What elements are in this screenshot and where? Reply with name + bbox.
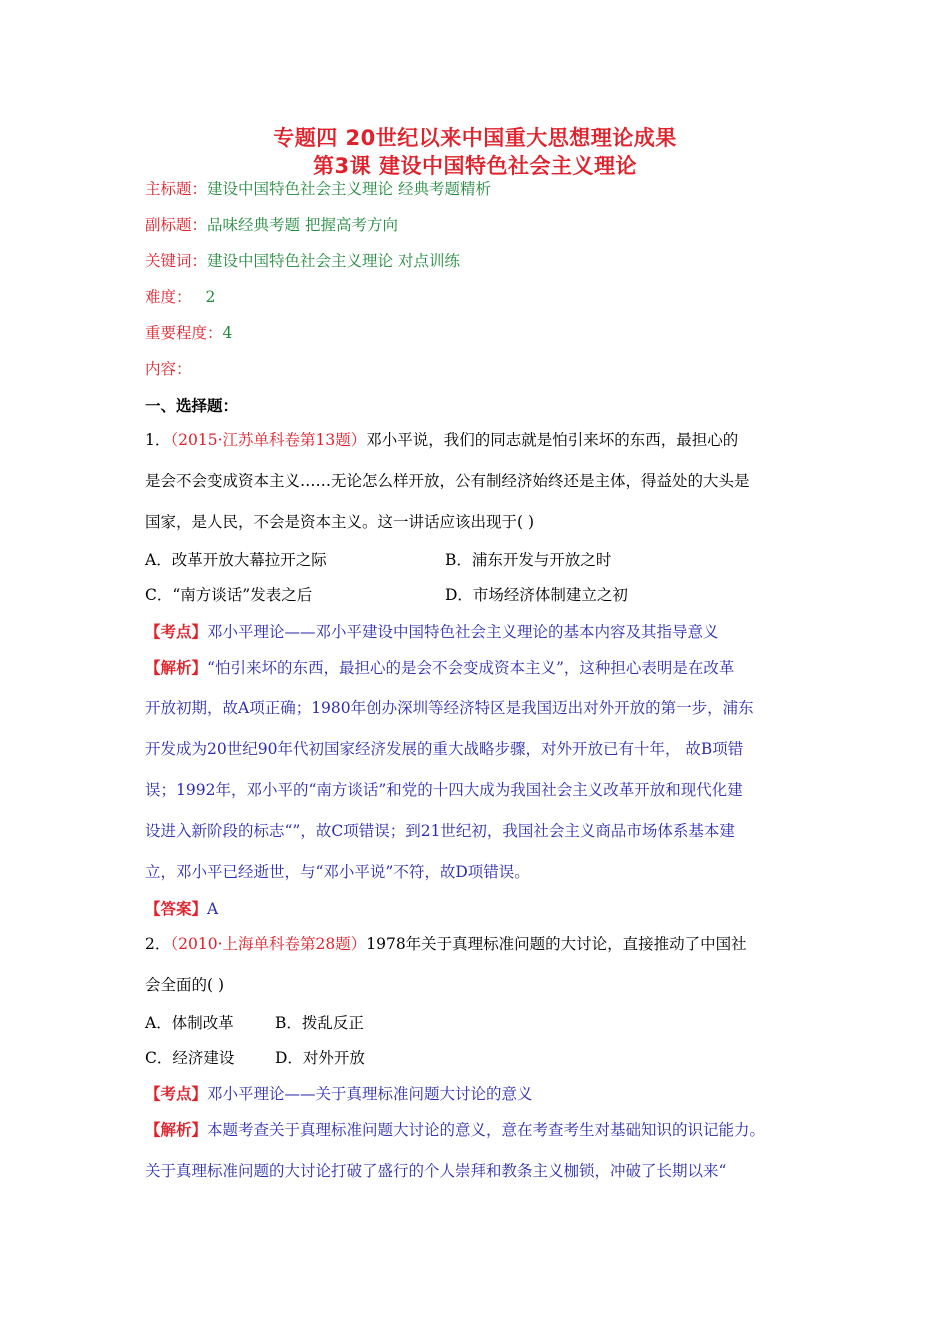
meta-keywords (145, 249, 815, 271)
document-title-line-2: 第3课 建设中国特色社会主义理论 (313, 154, 637, 178)
meta-value: 建设中国特色社会主义理论 经典考题精析 (207, 180, 491, 198)
q2-options-row-1 (145, 1011, 815, 1033)
meta-content (145, 357, 815, 379)
meta-value: 品味经典考题 把握高考方向 (207, 216, 398, 234)
option-c: C．经济建设 (145, 1049, 235, 1067)
answer-tag: 【答案】 (145, 899, 208, 918)
q1-stem-line-3: 国家，是人民，不会是资本主义。这一讲话应该出现于( ) (145, 513, 535, 531)
q2-kaodian (145, 1082, 815, 1104)
kaodian-text: 邓小平理论——邓小平建设中国特色社会主义理论的基本内容及其指导意义 (207, 623, 719, 641)
option-b: B．拨乱反正 (275, 1014, 364, 1032)
jiexi-tag: 【解析】 (145, 1120, 208, 1139)
meta-label: 难度： (145, 288, 192, 306)
document-title-line-1: 专题四 20世纪以来中国重大思想理论成果 (273, 126, 677, 150)
q1-stem-line-1 (145, 428, 815, 450)
q1-kaodian (145, 620, 815, 642)
meta-importance (145, 321, 815, 343)
question-source: （2010·上海单科卷第28题） (170, 935, 367, 953)
jiexi-text: 本题考查关于真理标准问题大讨论的意义，意在考查考生对基础知识的识记能力。 (207, 1121, 766, 1139)
q1-jiexi-line-5: 设进入新阶段的标志“”，故C项错误；到21世纪初，我国社会主义商品市场体系基本建 (145, 822, 735, 840)
jiexi-text: “怕引来坏的东西，最担心的是会不会变成资本主义”，这种担心表明是在改革 (207, 659, 735, 677)
question-number: 2． (145, 935, 171, 953)
kaodian-text: 邓小平理论——关于真理标准问题大讨论的意义 (207, 1085, 533, 1103)
q1-answer (145, 897, 815, 919)
meta-subtitle (145, 213, 815, 235)
q2-options-row-2 (145, 1046, 815, 1068)
option-a: A．体制改革 (145, 1014, 234, 1032)
meta-label: 主标题： (145, 180, 208, 198)
q2-stem-line-1 (145, 932, 815, 954)
kaodian-tag: 【考点】 (145, 622, 208, 641)
option-d: D．对外开放 (275, 1049, 365, 1067)
q1-jiexi-line-1 (145, 656, 815, 678)
q2-jiexi-line-1 (145, 1118, 815, 1140)
question-number: 1． (145, 431, 171, 449)
meta-label: 副标题： (145, 216, 208, 234)
q2-jiexi-line-2: 关于真理标准问题的大讨论打破了盛行的个人崇拜和教条主义枷锁，冲破了长期以来“ (145, 1162, 727, 1180)
question-stem-text: 1978年关于真理标准问题的大讨论，直接推动了中国社 (366, 935, 747, 953)
kaodian-tag: 【考点】 (145, 1084, 208, 1103)
question-stem-text: 邓小平说，我们的同志就是怕引来坏的东西，最担心的 (366, 431, 739, 449)
question-source: （2015·江苏单科卷第13题） (170, 431, 367, 449)
option-b: B．浦东开发与开放之时 (445, 551, 612, 569)
q1-options-row-2 (145, 583, 815, 605)
meta-value: 4 (222, 324, 233, 342)
q1-stem-line-2: 是会不会变成资本主义……无论怎么样开放，公有制经济始终还是主体，得益处的大头是 (145, 472, 750, 490)
meta-value: 建设中国特色社会主义理论 对点训练 (207, 252, 460, 270)
q1-jiexi-line-6: 立，邓小平已经逝世，与“邓小平说”不符，故D项错误。 (145, 863, 530, 881)
option-c: C．“南方谈话”发表之后 (145, 586, 313, 604)
q1-jiexi-line-4: 误；1992年，邓小平的“南方谈话”和党的十四大成为我国社会主义改革开放和现代化建 (145, 781, 743, 799)
answer-value: A (207, 900, 219, 918)
meta-label: 关键词： (145, 252, 208, 270)
option-a: A．改革开放大幕拉开之际 (145, 551, 327, 569)
section-heading: 一、选择题： (145, 396, 239, 415)
q1-jiexi-line-2: 开放初期，故A项正确；1980年创办深圳等经济特区是我国迈出对外开放的第一步，浦东 (145, 699, 754, 717)
option-d: D．市场经济体制建立之初 (445, 586, 628, 604)
jiexi-tag: 【解析】 (145, 658, 208, 677)
q2-stem-line-2: 会全面的( ) (145, 976, 225, 994)
q1-jiexi-line-3: 开发成为20世纪90年代初国家经济发展的重大战略步骤，对外开放已有十年， 故B项错 (145, 740, 744, 758)
meta-value: 2 (205, 288, 216, 306)
meta-main-title (145, 177, 815, 199)
q1-options-row-1 (145, 548, 815, 570)
meta-label: 内容： (145, 360, 192, 378)
meta-difficulty (145, 285, 815, 307)
meta-label: 重要程度： (145, 324, 223, 342)
